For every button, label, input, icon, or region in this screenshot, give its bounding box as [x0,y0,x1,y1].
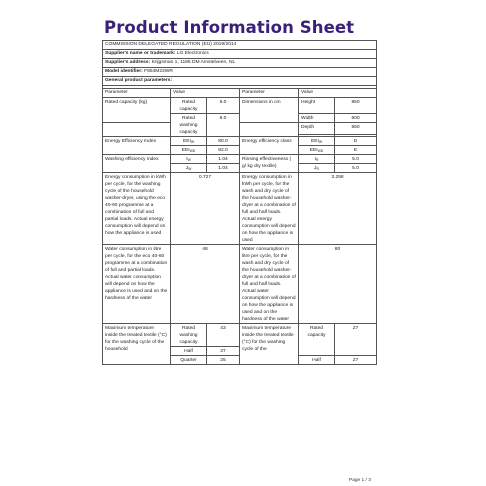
rated-capacity-value: 5.0 [207,98,240,114]
eei-w-value: 80.0 [207,137,240,146]
column-header-row [103,89,377,98]
rated-capacity-sub: Rated capacity [171,98,207,114]
energy-class-label: Energy efficiency class [240,137,299,155]
header-parameter: Parameter [240,89,299,98]
general-heading: General product parameters: [103,77,377,86]
energy-cycle-value: 0.727 [171,173,240,245]
max-temp-wd-label: Maximum temperature inside the treated textile (°C) for the washing cycle of the [240,324,299,365]
energy-wash-dry-label: Energy consumption in kWh per cycle, for the wash and dry cycle of the household washer-dryer at a combination of full and half loads. Actual energy consumption will depend on how the appliance is used [240,173,299,245]
header-value: Value [171,89,240,98]
supplier-address-row [103,59,377,68]
washing-efficiency-wd-value: 1.04 [207,164,240,173]
general-heading-row [103,77,377,86]
rinsing-wd-value: 5.0 [335,164,377,173]
width-label: Width [299,114,335,123]
page-title: Product Information Sheet [104,18,355,37]
header-value: Value [299,89,377,98]
water-cycle-label: Water consumption in litre per cycle, for the eco 40-60 programme at a combination of full and partial loads. Actual water consumption will depend on how the appliance is used and on the hardness of the water [103,245,171,324]
eei-wd-value: 82.0 [207,146,240,155]
page-number: Page 1 / 3 [349,478,371,483]
table-row: Half 37 [103,347,377,356]
supplier-address-value: Krijgsman 1, 1186 DM Amstelveen, NL [151,60,236,65]
water-cycle-value: 48 [171,245,240,324]
table-row [103,245,377,324]
regulation-text: COMMISSION DELEGATED REGULATION (EU) 2019/2014 [103,41,377,50]
table-row: Quarter 25 Half 27 [103,356,377,365]
energy-class-wd-value: E [335,146,377,155]
energy-class-w-value: D [335,137,377,146]
eei-label: Energy Efficiency Index [103,137,171,155]
washing-efficiency-w-value: 1.04 [207,155,240,164]
product-information-table [102,40,377,365]
rated-washing-capacity-value: 8.0 [207,114,240,137]
table-row: $J_W$ 1.04 $J_R$ 5.0 [103,164,377,173]
supplier-name-label: Supplier's name or trademark: [105,51,176,56]
model-label: Model identifier: [105,69,143,74]
energy-cycle-label: Energy consumption in kWh per cycle, for the washing cycle of the household washer-dryer, using the eco 40-60 programme at a combination of full and partial loads. Actual energy consumption will depend on how the appliance is used [103,173,171,245]
height-value: 850 [335,98,377,114]
rinsing-label: Rinsing effectiveness ( g/ kg dry textile) [240,155,299,173]
model-row [103,68,377,77]
dimensions-label: Dimensions in cm [240,98,299,123]
water-wash-dry-value: 80 [299,245,377,324]
table-row: $EEI_{WD}$ 82.0 $EEI_{WD}$ E [103,146,377,155]
max-temp-wash-label: Maximum temperature inside the treated textile (°C) for the washing cycle of the household [103,324,171,365]
supplier-name-row [103,50,377,59]
table-row: Energy Efficiency Index $EEI_W$ 80.0 Energy efficiency class $EEI_W$ D [103,137,377,146]
water-wash-dry-label: Water consumption in litre per cycle, for the wash and dry cycle of the household washer-dryer at a combination of full and half loads. Actual water consumption will depend on how the appliance is used and on the hardness of the water [240,245,299,324]
table-row [103,173,377,245]
table-row: Maximum temperature inside the treated textile (°C) for the washing cycle of the household Rated washing capacity 43 Maximum temperature inside the treated textile (°C) for the washing cycle of the Rated capacity 27 [103,324,377,347]
table-row: Washing efficiency index $I_W$ 1.04 Rinsing effectiveness ( g/ kg dry textile) $I_R$ 5.0 [103,155,377,164]
washing-efficiency-label: Washing efficiency index [103,155,171,173]
width-value: 600 [335,114,377,123]
model-value: F854M22WR [144,69,173,74]
rated-washing-capacity-sub: Rated washing capacity [171,114,207,137]
supplier-address-label: Supplier's address: [105,60,151,65]
depth-label: Depth [299,123,335,135]
header-parameter: Parameter [103,89,171,98]
energy-wash-dry-value: 3.258 [299,173,377,245]
supplier-name-value: LG Electronics [176,51,209,56]
depth-value: 550 [335,123,377,135]
table-row [103,123,377,135]
rinsing-w-value: 5.0 [335,155,377,164]
rated-capacity-label: Rated capacity (kg) [103,98,171,123]
regulation-row [103,41,377,50]
height-label: Height [299,98,335,114]
